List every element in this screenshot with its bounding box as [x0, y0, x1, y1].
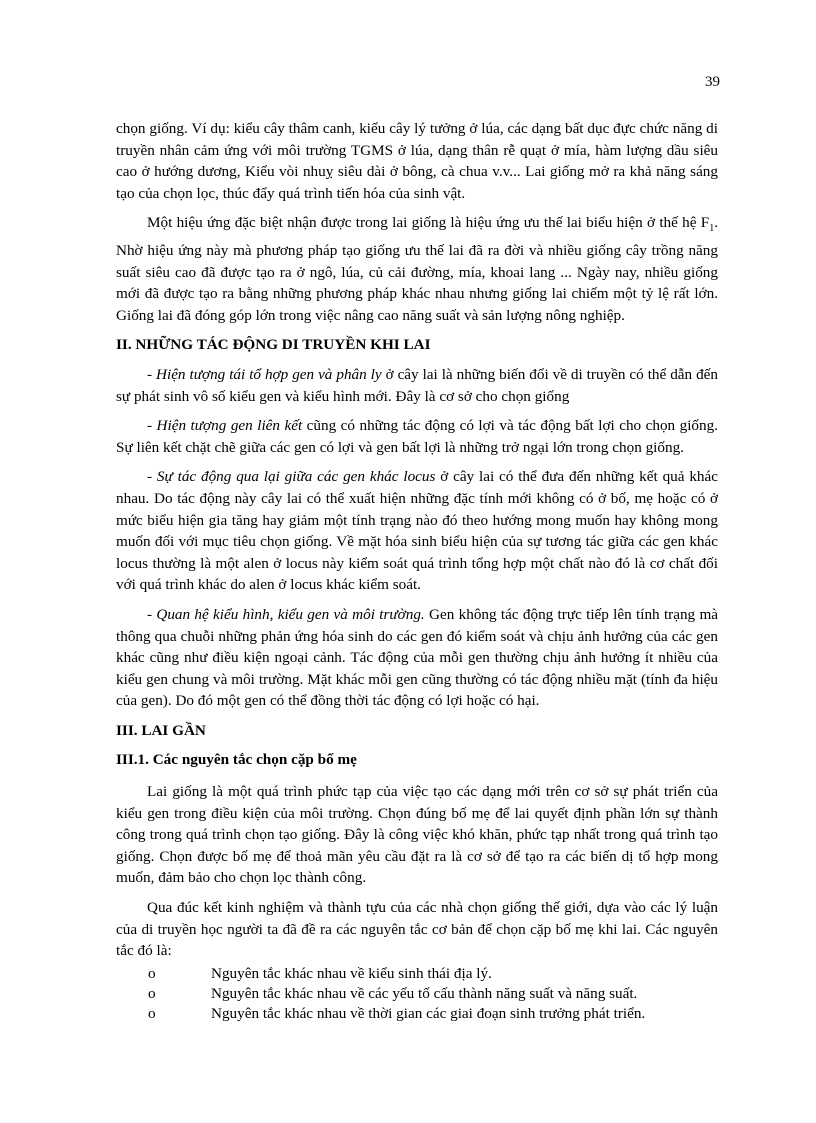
bullet-circle-icon: o — [148, 984, 156, 1002]
effect-item-linkage-title: - Hiện tượng gen liên kết — [147, 417, 303, 435]
effect-item-linkage — [116, 415, 718, 458]
paragraph-heterosis — [116, 212, 718, 326]
section-heading-close-crossing: III. LAI GẦN — [116, 721, 206, 739]
effect-item-epistasis-text: ở cây lai có thể đưa đến những kết quả khác nhau. Do tác động này cây lai có thể xuất hiện những đặc tính mới không có ở bố, mẹ hoặc có ở mức biểu hiện gia tăng hay giảm một tính trạng nào đó theo hướng mong muốn hay không mong muốn đối với mục tiêu chọn giống. Về mặt hóa sinh biểu hiện của sự tương tác giữa các gen khác locus thường là một alen ở locus này kiểm soát quá trình tổng hợp một chất nào đó là cơ chất đối với quá trình khác do alen ở locus khác kiểm soát. — [116, 468, 718, 594]
effect-item-recombination — [116, 364, 718, 407]
list-item — [116, 964, 718, 984]
paragraph-crossing: Lai giống là một quá trình phức tạp của việc tạo các dạng mới trên cơ sở sự phát triển của kiểu gen trong điều kiện của môi trường. Chọn đúng bố mẹ để lai quyết định phần lớn sự thành công trong quá trình chọn tạo giống. Đây là công việc khó khăn, phức tạp nhất trong quá trình tạo giống. Chọn được bố mẹ để thoả mãn yêu cầu đặt ra là cơ sở để tạo ra các biến dị tổ hợp mong muốn, đảm bảo cho chọn lọc thành công. — [116, 783, 718, 887]
effect-item-linkage-text: cũng có những tác động có lợi và tác động bất lợi cho chọn giống. Sự liên kết chặt chẽ giữa các gen có lợi và gen bất lợi là những trở ngại lớn trong chọn giống. — [116, 417, 719, 456]
paragraph-intro: chọn giống. Ví dụ: kiểu cây thâm canh, kiểu cây lý tưởng ở lúa, các dạng bất dục đực chức năng di truyền nhân cảm ứng với môi trường TGMS ở lúa, dạng thân rễ quạt ở mía, hàm lượng dầu siêu cao ở hướng dương, Kiểu vòi nhuỵ siêu dài ở bông, cà chua v.v... Lai giống mở ra khả năng sáng tạo của chọn lọc, thúc đẩy quá trình tiến hóa của sinh vật. — [116, 120, 718, 202]
subscript-f1: 1 — [709, 223, 715, 235]
paragraph-heterosis-text-a: Một hiệu ứng đặc biệt nhận được trong lai giống là hiệu ứng ưu thế lai biểu hiện ở thế hệ F — [147, 214, 710, 232]
effect-item-epistasis-title: - Sự tác động qua lại giữa các gen khác locus — [147, 468, 436, 486]
paragraph-principles-intro: Qua đúc kết kinh nghiệm và thành tựu của các nhà chọn giống thế giới, dựa vào các lý luận của di truyền học người ta đã đề ra các nguyên tắc cơ bản để chọn cặp bố mẹ khi lai. Các nguyên tắc đó là: — [116, 899, 718, 960]
paragraph-heterosis-text-b: . Nhờ hiệu ứng này mà phương pháp tạo giống ưu thế lai đã ra đời và nhiều giống cây trồng năng suất siêu cao đã được tạo ra ở ngô, lúa, củ cải đường, mía, khoai lang ... Ngày nay, nhiều giống mới đã được tạo ra bằng những phương pháp khác nhau nhưng giống lai chiếm một tỷ lệ rất lớn. Giống lai đã đóng góp lớn trong việc nâng cao năng suất và sản lượng nông nghiệp. — [116, 214, 718, 324]
effect-item-phenotype-title: - Quan hệ kiểu hình, kiểu gen và môi trường. — [147, 605, 425, 623]
page-number: 39 — [705, 74, 720, 90]
subsection-heading-parent-selection: III.1. Các nguyên tắc chọn cặp bố mẹ — [116, 751, 357, 769]
effect-item-phenotype-text: Gen không tác động trực tiếp lên tính trạng mà thông qua chuỗi những phản ứng hóa sinh do các gen đó kiểm soát và chịu ảnh hưởng của các gen khác cũng như điều kiện ngoại cảnh. Tác động của mỗi gen thường chịu ảnh hưởng ít nhiều của kiểu gen chung và môi trường. Mặt khác mỗi gen cũng thường có tác động nhiều mặt (tính đa hiệu của gen). Do đó một gen có thể đồng thời tác động có lợi hoặc có hại. — [116, 605, 718, 710]
list-item-text: Nguyên tắc khác nhau về thời gian các giai đoạn sinh trưởng phát triển. — [211, 1004, 646, 1022]
list-item — [116, 984, 718, 1004]
page-content — [116, 118, 718, 1024]
principles-list — [116, 964, 718, 1024]
effect-item-recombination-text: ở cây lai là những biến đổi về di truyền có thể dẫn đến sự phát sinh vô số kiểu gen và kiểu hình mới. Đây là cơ sở cho chọn giống — [116, 365, 718, 405]
effect-item-phenotype — [116, 604, 718, 712]
list-item-text: Nguyên tắc khác nhau về kiểu sinh thái địa lý. — [211, 964, 492, 982]
effect-item-epistasis — [116, 466, 718, 596]
list-item-text: Nguyên tắc khác nhau về các yếu tố cấu thành năng suất và năng suất. — [211, 984, 638, 1002]
section-heading-genetic-effects: II. NHỮNG TÁC ĐỘNG DI TRUYỀN KHI LAI — [116, 336, 431, 354]
effect-item-recombination-title: - Hiện tượng tái tổ hợp gen và phân ly — [147, 365, 382, 383]
bullet-circle-icon: o — [148, 964, 156, 982]
list-item — [116, 1004, 718, 1024]
bullet-circle-icon: o — [148, 1004, 156, 1022]
